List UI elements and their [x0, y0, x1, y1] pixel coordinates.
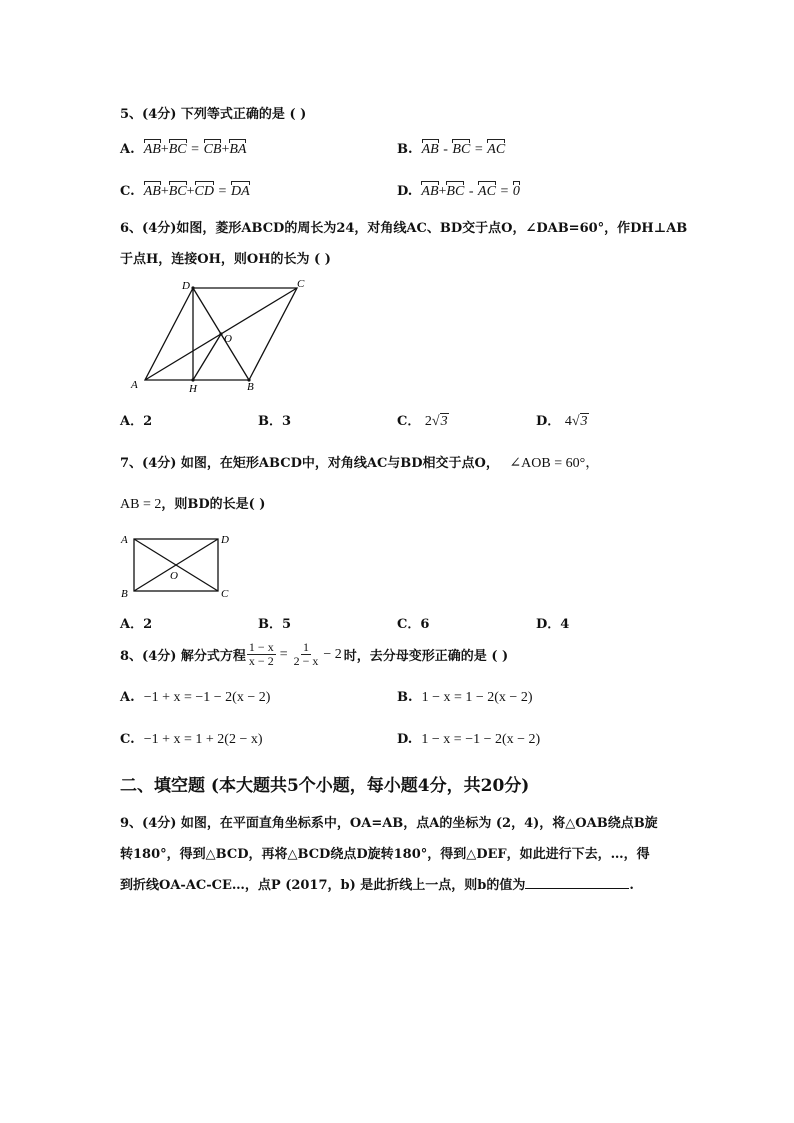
q8-fraction-left	[247, 641, 276, 668]
numerator: 1	[303, 640, 309, 654]
q7-stem-text: 7、(4分) 如图，在矩形ABCD中，对角线AC与BD相交于点O，	[120, 456, 499, 471]
option-value: 2	[143, 617, 153, 632]
option-expression: −1 + x = −1 − 2(x − 2)	[143, 690, 271, 705]
q8-stem	[120, 641, 508, 668]
operator: =	[191, 142, 200, 157]
q6-option-c[interactable]	[397, 410, 449, 430]
q6-stem-line2: 于点H，连接OH，则OH的长为 ( )	[120, 252, 331, 267]
coefficient: 2	[424, 414, 432, 429]
option-letter: C．	[397, 414, 421, 429]
radicand: 3	[440, 414, 448, 429]
vector: CB	[204, 138, 222, 158]
vector: BC	[452, 138, 470, 158]
operator: =	[218, 184, 227, 199]
q8-tail: − 2	[323, 646, 342, 662]
label-h: H	[189, 383, 197, 394]
vector: BA	[229, 138, 246, 158]
q6-rhombus-figure	[125, 276, 325, 394]
option-value: 4	[560, 617, 570, 632]
option-value: 6	[420, 617, 430, 632]
label-a: A	[131, 379, 138, 391]
option-letter: A．	[120, 414, 144, 429]
option-letter: A．	[120, 617, 144, 632]
q9-line3-text: 到折线OA-AC-CE…，点P (2017，b) 是此折线上一点，则b的值为	[120, 878, 526, 893]
option-value: 5	[282, 617, 292, 632]
q9-line2: 转180°，得到△BCD，再将△BCD绕点D旋转180°，得到△DEF，如此进行下去，…，得	[120, 847, 650, 862]
option-letter: D．	[536, 617, 561, 632]
option-letter: C.	[120, 184, 135, 199]
q8-option-d[interactable]	[397, 732, 540, 748]
vector: AB	[421, 180, 438, 200]
vector: AC	[487, 138, 505, 158]
operator: +	[160, 184, 169, 199]
option-expression: −1 + x = 1 + 2(2 − x)	[143, 732, 263, 747]
operator: +	[160, 142, 169, 157]
q7-option-d[interactable]	[536, 613, 569, 632]
operator: -	[443, 142, 448, 157]
q5-option-d[interactable]	[397, 180, 520, 200]
q8-prefix: 8、(4分) 解分式方程	[120, 649, 246, 664]
vector: AB	[144, 138, 161, 158]
operator: =	[500, 184, 509, 199]
section-title: 二、填空题 (本大题共5个小题，每小题4分，共20分)	[120, 776, 530, 796]
option-letter: D.	[397, 184, 413, 199]
label-o: O	[170, 570, 178, 582]
label-d: D	[221, 534, 229, 546]
q8-fraction-right	[292, 641, 321, 668]
vector: AC	[478, 180, 496, 200]
q6-option-d[interactable]	[536, 410, 589, 430]
q5-option-c[interactable]	[120, 180, 250, 200]
numerator: 1 − x	[248, 640, 274, 654]
q7-stem-line1	[120, 452, 599, 472]
answer-blank[interactable]	[525, 876, 629, 889]
option-letter: A.	[120, 690, 135, 705]
option-expression: 1 − x = −1 − 2(x − 2)	[421, 732, 541, 747]
q7-angle: ∠AOB = 60°，	[509, 456, 600, 471]
label-c: C	[221, 588, 229, 600]
q9-line3	[120, 874, 634, 893]
vector: 0	[513, 180, 520, 200]
q7-ab: AB = 2	[120, 497, 162, 512]
q6-option-a[interactable]	[120, 410, 152, 429]
vector: AB	[144, 180, 161, 200]
vector: BC	[446, 180, 464, 200]
vector: AB	[422, 138, 439, 158]
operator: +	[438, 184, 447, 199]
coefficient: 4	[564, 414, 572, 429]
q8-option-c[interactable]	[120, 732, 263, 748]
operator: =	[474, 142, 483, 157]
vector: BC	[169, 138, 187, 158]
q7-stem-line2	[120, 493, 265, 513]
option-letter: D．	[536, 414, 561, 429]
q7-option-b[interactable]	[258, 613, 291, 632]
label-o: O	[224, 333, 232, 345]
label-a: A	[121, 534, 128, 546]
q8-option-b[interactable]	[397, 690, 532, 706]
q5-option-a[interactable]	[120, 138, 246, 158]
q8-option-a[interactable]	[120, 690, 270, 706]
option-letter: B．	[258, 617, 282, 632]
option-value: 2	[143, 414, 153, 429]
radicand: 3	[580, 414, 588, 429]
q7-stem-rest: ，则BD的长是( )	[161, 497, 266, 512]
vector: CD	[195, 180, 214, 200]
label-c: C	[297, 278, 305, 290]
q7-option-a[interactable]	[120, 613, 152, 632]
option-letter: B．	[258, 414, 282, 429]
denominator: x − 2	[248, 654, 274, 668]
operator: =	[279, 646, 288, 662]
q7-rectangle-figure	[120, 529, 240, 601]
operator: +	[186, 184, 195, 199]
option-letter: C.	[120, 732, 135, 747]
q6-stem-line1: 6、(4分)如图，菱形ABCD的周长为24，对角线AC、BD交于点O，∠DAB=60°，作DH⊥AB	[120, 221, 688, 236]
option-letter: D.	[397, 732, 413, 747]
q9-end: .	[629, 878, 634, 893]
denominator: 2 − x	[293, 654, 319, 668]
operator: -	[468, 184, 474, 199]
label-b: B	[247, 381, 254, 393]
q8-suffix: 时，去分母变形正确的是 ( )	[343, 649, 509, 664]
radical-sign: √	[571, 414, 580, 429]
radical-sign: √	[431, 414, 440, 429]
vector: BC	[169, 180, 187, 200]
label-b: B	[121, 588, 128, 600]
option-value: 3	[282, 414, 292, 429]
option-letter: B.	[397, 142, 413, 157]
q7-option-c[interactable]	[397, 613, 429, 632]
operator: +	[221, 142, 230, 157]
q5-stem: 5、(4分) 下列等式正确的是 ( )	[120, 107, 307, 122]
option-letter: A.	[120, 142, 135, 157]
option-letter: C．	[397, 617, 421, 632]
q5-option-b[interactable]	[397, 138, 505, 158]
option-expression: 1 − x = 1 − 2(x − 2)	[421, 690, 533, 705]
vector: DA	[231, 180, 250, 200]
option-letter: B.	[397, 690, 413, 705]
q9-line1: 9、(4分) 如图，在平面直角坐标系中，OA=AB，点A的坐标为 (2，4)，将△OAB绕点B旋	[120, 816, 658, 831]
q6-option-b[interactable]	[258, 410, 291, 429]
label-d: D	[182, 280, 190, 292]
